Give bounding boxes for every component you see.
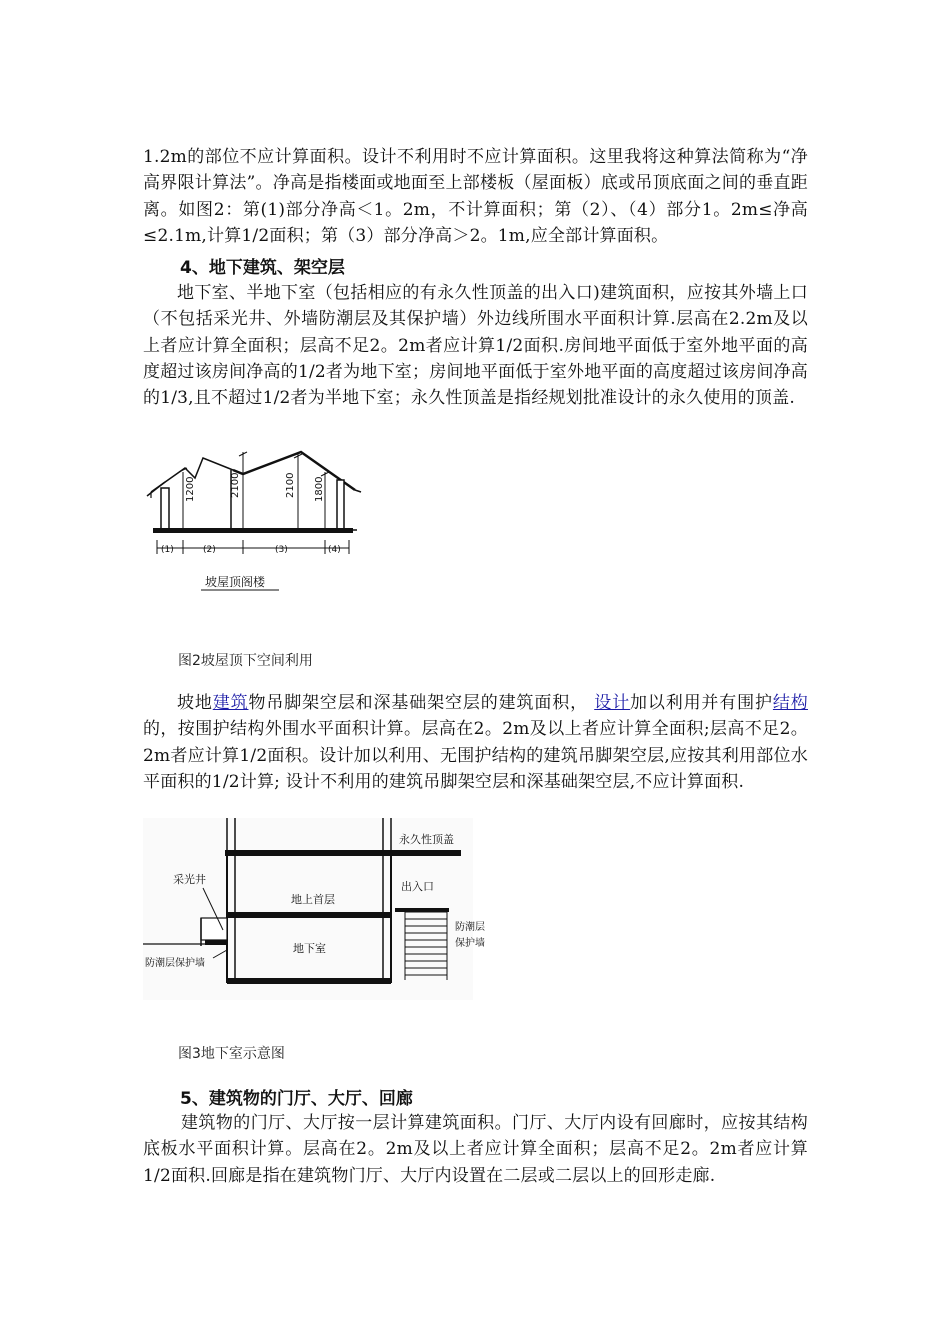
label-dampproof-left: 防潮层保护墙: [145, 958, 205, 969]
label-ground-floor: 地上首层: [291, 893, 335, 906]
dim-label: 1800: [314, 476, 325, 502]
segment-label: (1): [161, 545, 174, 555]
paragraph-text: 坡地: [177, 693, 213, 713]
label-permanent-roof: 永久性顶盖: [399, 833, 454, 846]
paragraph-text: 的，按围护结构外围水平面积计算。层高在2。2m及以上者应计算全面积;层高不足2。2m者应计算1/2面积。设计加以利用、无围护结构的建筑吊脚架空层,应按其利用部位水平面积的1/2计算; 设计不利用的建筑吊脚架空层和深基础架空层,不应计算面积.: [143, 719, 808, 792]
paragraph-stilted-floor: [143, 690, 808, 795]
dim-label: 2100: [285, 472, 296, 498]
figure-3-caption: 图3地下室示意图: [178, 1046, 285, 1062]
figure-2-caption: 图2坡屋顶下空间利用: [178, 653, 313, 669]
heading-section-5: 5、建筑物的门厅、大厅、回廊: [180, 1089, 413, 1109]
paragraph-basement-rule: 地下室、半地下室（包括相应的有永久性顶盖的出入口)建筑面积，应按其外墙上口（不包括采光井、外墙防潮层及其保护墙）外边线所围水平面积计算.层高在2.2m及以上者应计算全面积；层高不足2。2m者应计算1/2面积.房间地平面低于室外地平面的高度超过该房间净高的1/2者为地下室；房间地平面低于室外地平面的高度超过该房间净高的1/3,且不超过1/2者为半地下室；永久性顶盖是指经规划批准设计的永久使用的顶盖.: [143, 283, 808, 409]
figure-label: 坡屋顶阁楼: [205, 575, 266, 589]
link-design[interactable]: 设计: [594, 693, 630, 713]
heading-section-4: 4、地下建筑、架空层: [180, 258, 345, 278]
paragraph-lobby-rule: 建筑物的门厅、大厅按一层计算建筑面积。门厅、大厅内设有回廊时，应按其结构底板水平面积计算。层高在2。2m及以上者应计算全面积；层高不足2。2m者应计算1/2面积.回廊是指在建筑物门厅、大厅内设置在二层或二层以上的回形走廊.: [143, 1113, 808, 1186]
paragraph-text: 加以利用并有围护: [629, 693, 773, 713]
label-dampproof-right: 防潮层: [455, 922, 485, 933]
segment-label: (2): [203, 545, 216, 555]
link-structure[interactable]: 结构: [772, 693, 808, 713]
link-building[interactable]: 建筑: [212, 693, 249, 713]
label-basement: 地下室: [293, 942, 326, 955]
label-protective-wall: 保护墙: [455, 938, 485, 949]
dim-label: 2100: [230, 472, 241, 498]
dim-label: 1200: [185, 476, 196, 502]
segment-label: (3): [275, 545, 288, 555]
figure-basement-diagram: [143, 818, 485, 1000]
label-light-well: 采光井: [173, 873, 206, 886]
paragraph-net-height-rule: 1.2m的部位不应计算面积。设计不利用时不应计算面积。这里我将这种算法简称为“净高界限计算法”。净高是指楼面或地面至上部楼板（屋面板）底或吊顶底面之间的垂直距离。如图2：第(1)部分净高＜1。2m，不计算面积；第（2）、（4）部分1。2m≤净高≤2.1m,计算1/2面积；第（3）部分净高＞2。1m,应全部计算面积。: [143, 147, 808, 246]
segment-label: (4): [328, 545, 341, 555]
figure-sloped-roof-attic: [143, 440, 373, 610]
label-entrance: 出入口: [401, 880, 434, 893]
paragraph-text: 物吊脚架空层和深基础架空层的建筑面积，: [248, 693, 588, 713]
